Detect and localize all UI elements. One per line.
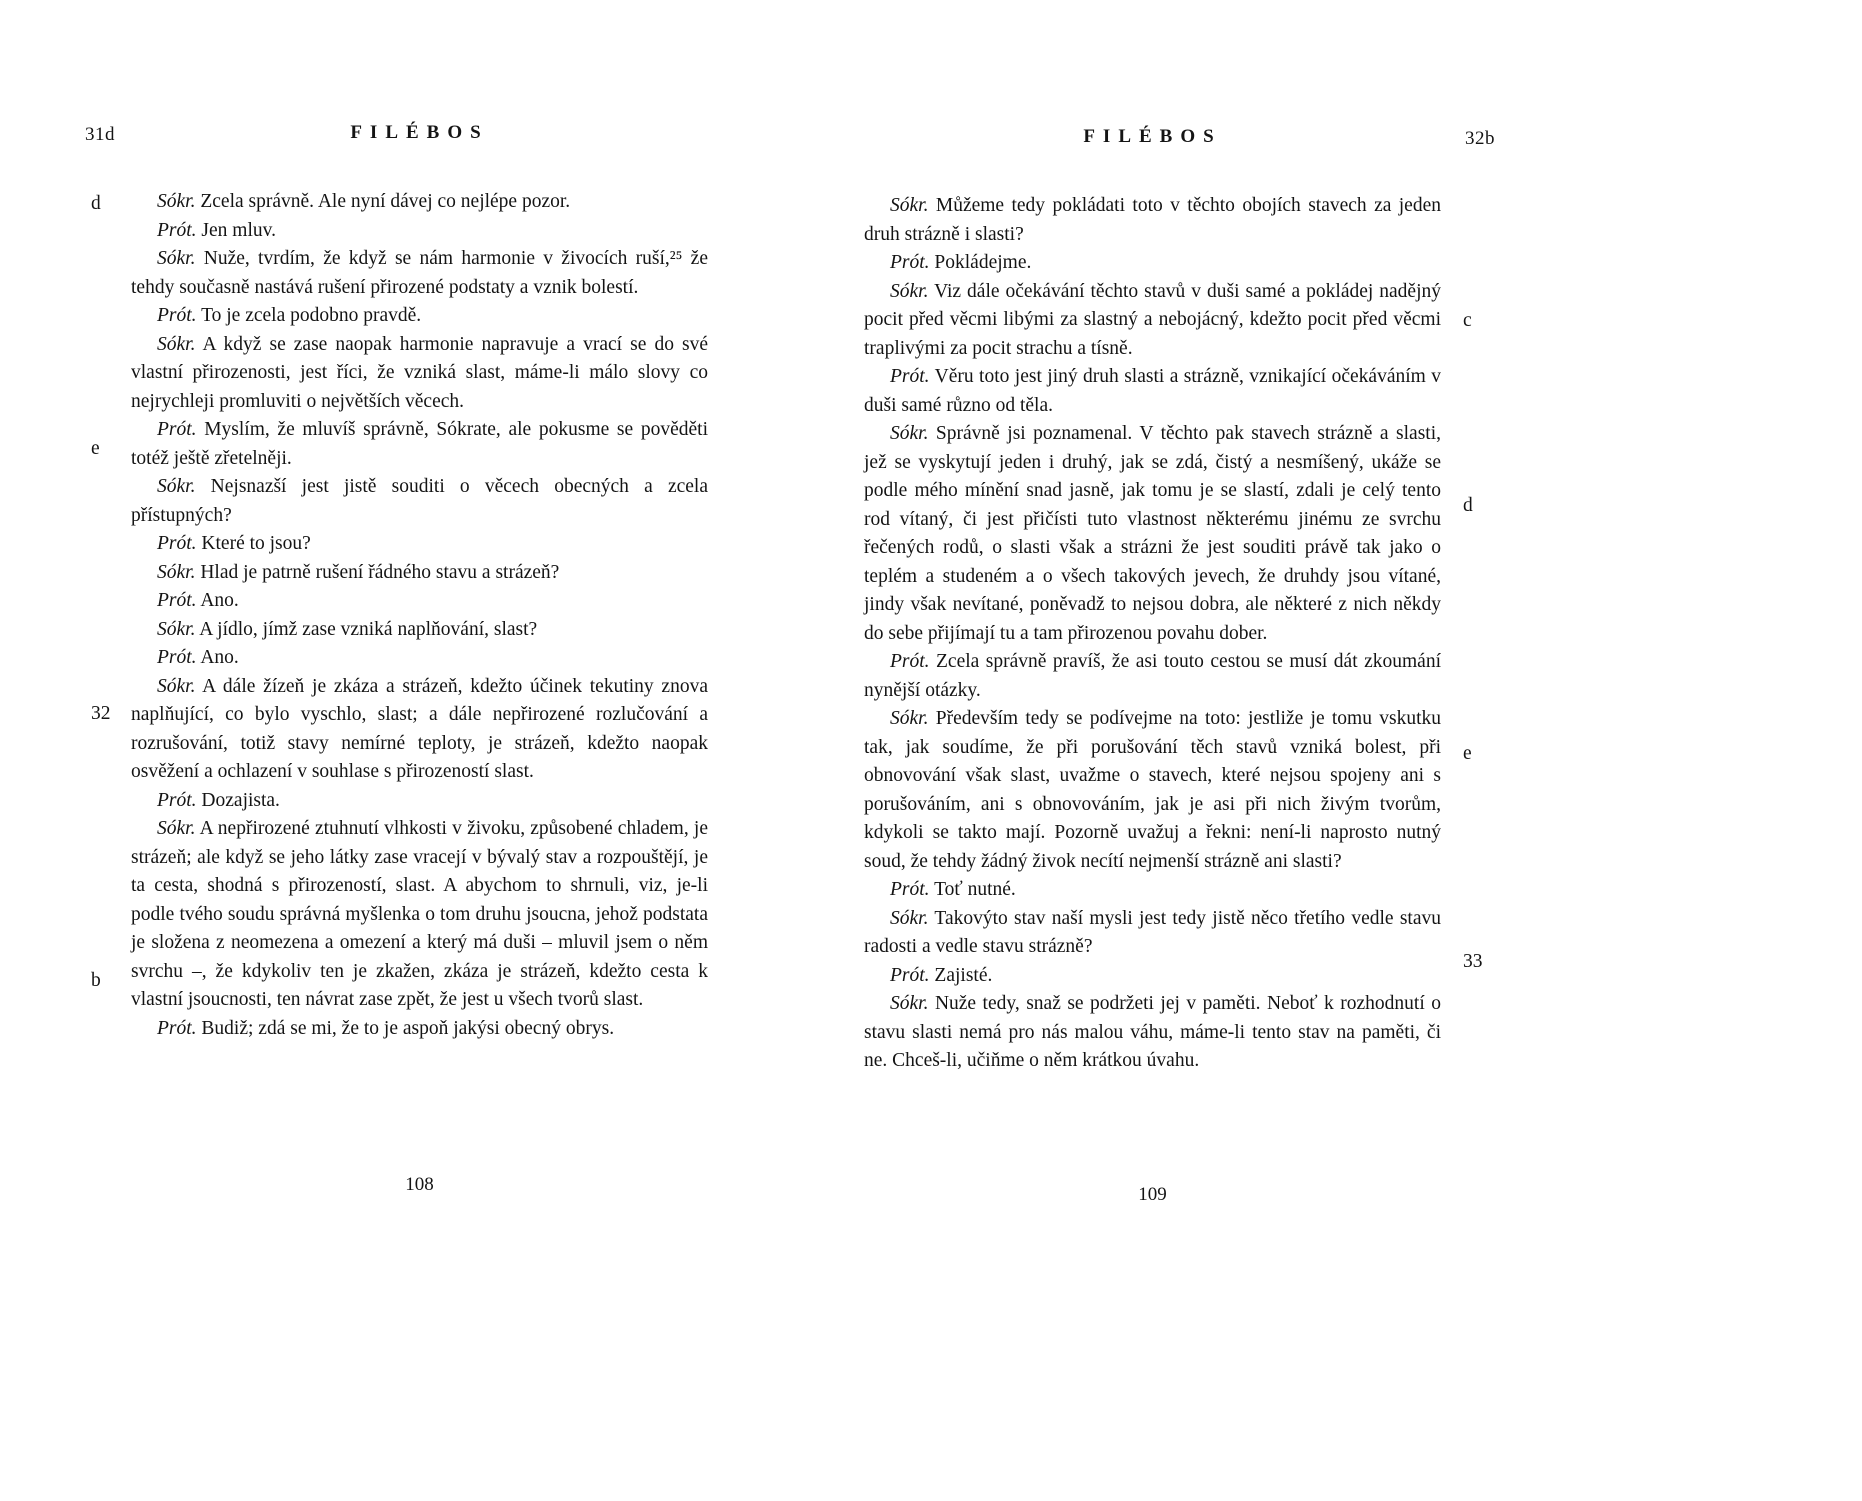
dialogue-paragraph: Prót. Budiž; zdá se mi, že to je aspoň jakýsi obecný obrys. bbox=[157, 1017, 615, 1039]
speaker-name: Sókr. bbox=[157, 476, 196, 497]
speaker-name: Prót. bbox=[890, 252, 930, 273]
dialogue-paragraph: Prót. Pokládejme. bbox=[890, 252, 1032, 273]
running-head-right: FILÉBOS bbox=[1083, 126, 1222, 147]
speaker-name: Prót. bbox=[890, 366, 930, 387]
dialogue-paragraph: Sókr. A když se zase naopak harmonie napravuje a vrací se do své vlastní přirozenosti, jest říci, že vzniká slast, máme-li málo slovy co nejrychleji promluviti o největších věcech. bbox=[131, 333, 708, 412]
dialogue-paragraph: Prót. To je zcela podobno pravdě. bbox=[157, 305, 422, 326]
speaker-name: Sókr. bbox=[157, 561, 196, 583]
speaker-name: Prót. bbox=[157, 1017, 197, 1039]
speaker-name: Sókr. bbox=[157, 618, 196, 640]
speaker-name: Sókr. bbox=[890, 195, 929, 216]
speaker-name: Sókr. bbox=[157, 333, 196, 355]
dialogue-paragraph: Prót. Jen mluv. bbox=[157, 219, 276, 241]
dialogue-paragraph: Sókr. Nejsnazší jest jistě souditi o věcech obecných a zcela přístupných? bbox=[131, 476, 708, 526]
speaker-name: Sókr. bbox=[890, 423, 929, 444]
margin-letter: d bbox=[91, 193, 101, 214]
dialogue-paragraph: Prót. Věru toto jest jiný druh slasti a strázně, vznikající očekáváním v duši samé různo od těla. bbox=[864, 366, 1441, 416]
dialogue-paragraph: Sókr. Nuže, tvrdím, že když se nám harmonie v živocích ruší,²⁵ že tehdy současně nastává rušení přirozené podstaty a vznik bolestí. bbox=[131, 248, 708, 298]
dialogue-paragraph: Sókr. Můžeme tedy pokládati toto v těchto obojích stavech za jeden druh strázně i slasti? bbox=[864, 195, 1441, 245]
speaker-name: Sókr. bbox=[157, 191, 196, 212]
speaker-name: Sókr. bbox=[890, 993, 929, 1014]
speaker-name: Prót. bbox=[890, 651, 930, 672]
speaker-name: Prót. bbox=[890, 879, 930, 900]
dialogue-paragraph: Sókr. Především tedy se podívejme na toto: jestliže je tomu vskutku tak, jak soudíme, že při porušování těch stavů vzniká bolest, při obnovování však slast, uvažme o stavech, které nejsou spojeny ani s porušováním, ani s obnovováním, jak je asi při nich živým tvorům, kdykoli se takto mají. Pozorně uvažuj a řekni: není-li naprosto nutný soud, že tehdy žádný živok necítí nejmenší strázně ani slasti? bbox=[864, 708, 1441, 872]
stephanus-folio-right: 32b bbox=[1465, 128, 1495, 149]
dialogue-paragraph: Prót. Toť nutné. bbox=[890, 879, 1016, 900]
speaker-name: Sókr. bbox=[890, 708, 929, 729]
speaker-name: Sókr. bbox=[890, 280, 929, 302]
speaker-name: Prót. bbox=[157, 647, 197, 668]
speaker-name: Sókr. bbox=[157, 248, 196, 269]
running-head-left: FILÉBOS bbox=[350, 122, 489, 143]
dialogue-paragraph: Sókr. Viz dále očekávání těchto stavů v duši samé a pokládej nadějný pocit před věcmi libými za slastný a nebojácný, kdežto pocit před věcmi traplivými za pocit strachu a tísně. bbox=[864, 280, 1441, 359]
dialogue-paragraph: Prót. Které to jsou? bbox=[157, 533, 311, 554]
stephanus-folio-left: 31d bbox=[85, 124, 115, 145]
page-number-left: 108 bbox=[405, 1174, 434, 1195]
dialogue-paragraph: Prót. Ano. bbox=[157, 647, 239, 668]
speaker-name: Prót. bbox=[890, 964, 930, 986]
speaker-name: Sókr. bbox=[157, 818, 196, 839]
dialogue-paragraph: Sókr. Nuže tedy, snaž se podržeti jej v paměti. Neboť k rozhodnutí o stavu slasti nemá pro nás malou váhu, máme-li tento stav na paměti, či ne. Chceš-li, učiňme o něm krátkou úvahu. bbox=[864, 993, 1441, 1071]
speaker-name: Sókr. bbox=[890, 907, 929, 929]
speaker-name: Prót. bbox=[157, 419, 197, 440]
margin-letter: c bbox=[1463, 310, 1472, 331]
dialogue-paragraph: Sókr. Takovýto stav naší mysli jest tedy jistě něco třetího vedle stavu radosti a vedle stavu strázně? bbox=[864, 907, 1441, 957]
dialogue-paragraph: Prót. Zcela správně pravíš, že asi touto cestou se musí dát zkoumání nynější otázky. bbox=[864, 651, 1441, 701]
dialogue-paragraph: Sókr. A dále žízeň je zkáza a strázeň, kdežto účinek tekutiny znova naplňující, co bylo vyschlo, slast; a dále nepřirozené rozlučování a rozrušování, totiž stavy nemírné teploty, je strázeň, kdežto naopak osvěžení a ochlazení v souhlase s přirozeností slast. bbox=[131, 675, 708, 782]
speaker-name: Prót. bbox=[157, 789, 197, 811]
dialogue-paragraph: Sókr. Zcela správně. Ale nyní dávej co nejlépe pozor. bbox=[157, 191, 571, 212]
left-page bbox=[85, 122, 725, 1282]
margin-letter: e bbox=[1463, 743, 1472, 764]
dialogue-paragraph: Prót. Myslím, že mluvíš správně, Sókrate, ale pokusme se pověděti totéž ještě zřetelněji. bbox=[131, 419, 708, 469]
dialogue-paragraph: Sókr. Hlad je patrně rušení řádného stavu a strázeň? bbox=[157, 561, 560, 583]
margin-number: 33 bbox=[1463, 951, 1483, 972]
dialogue-paragraph: Sókr. Správně jsi poznamenal. V těchto pak stavech strázně a slasti, jež se vyskytují jeden i druhý, jak se zdá, čistý a nesmíšený, ukáže se podle mého mínění snad jasně, jak tomu je se slastí, zdali je celý tento rod vítaný, či jest přičísti tuto vlastnost některému jinému ze svrchu řečených rodů, o slasti však a strázni že jest souditi právě tak jako o teplém a studeném a o všech takových jevech, že druhdy jsou vítané, jindy však nevítané, poněvadž to nejsou dobra, ale některé z nich někdy do sebe přijímají tu a tam přirozenou povahu dober. bbox=[864, 423, 1441, 644]
right-page bbox=[864, 122, 1514, 1302]
page-text-left bbox=[131, 188, 708, 1043]
speaker-name: Sókr. bbox=[157, 675, 196, 697]
dialogue-paragraph: Prót. Zajisté. bbox=[890, 964, 993, 986]
page-number-right: 109 bbox=[1138, 1184, 1167, 1205]
margin-number: 32 bbox=[91, 703, 111, 724]
margin-letter: e bbox=[91, 438, 100, 459]
page-text-right bbox=[864, 192, 1441, 1076]
speaker-name: Prót. bbox=[157, 219, 197, 241]
speaker-name: Prót. bbox=[157, 590, 197, 611]
dialogue-paragraph: Sókr. A nepřirozené ztuhnutí vlhkosti v živoku, způsobené chladem, je strázeň; ale když se jeho látky zase vracejí v bývalý stav a rozpouštějí, je ta cesta, shodná s přirozeností, slast. A abychom to shrnuli, viz, je-li podle tvého soudu správná myšlenka o tom druhu jsoucna, jehož podstata je složena z neomezena a omezení a který má duši – mluvil jsem o něm svrchu –, že kdykoliv ten je zkažen, zkáza je strázeň, kdežto cesta k vlastní jsoucnosti, ten návrat zase zpět, že jest u všech tvorů slast. bbox=[131, 818, 708, 1010]
margin-letter: b bbox=[91, 970, 101, 991]
speaker-name: Prót. bbox=[157, 533, 197, 554]
margin-letter: d bbox=[1463, 495, 1473, 516]
speaker-name: Prót. bbox=[157, 305, 197, 326]
dialogue-paragraph: Sókr. A jídlo, jímž zase vzniká naplňování, slast? bbox=[157, 618, 538, 640]
dialogue-paragraph: Prót. Ano. bbox=[157, 590, 239, 611]
dialogue-paragraph: Prót. Dozajista. bbox=[157, 789, 280, 811]
